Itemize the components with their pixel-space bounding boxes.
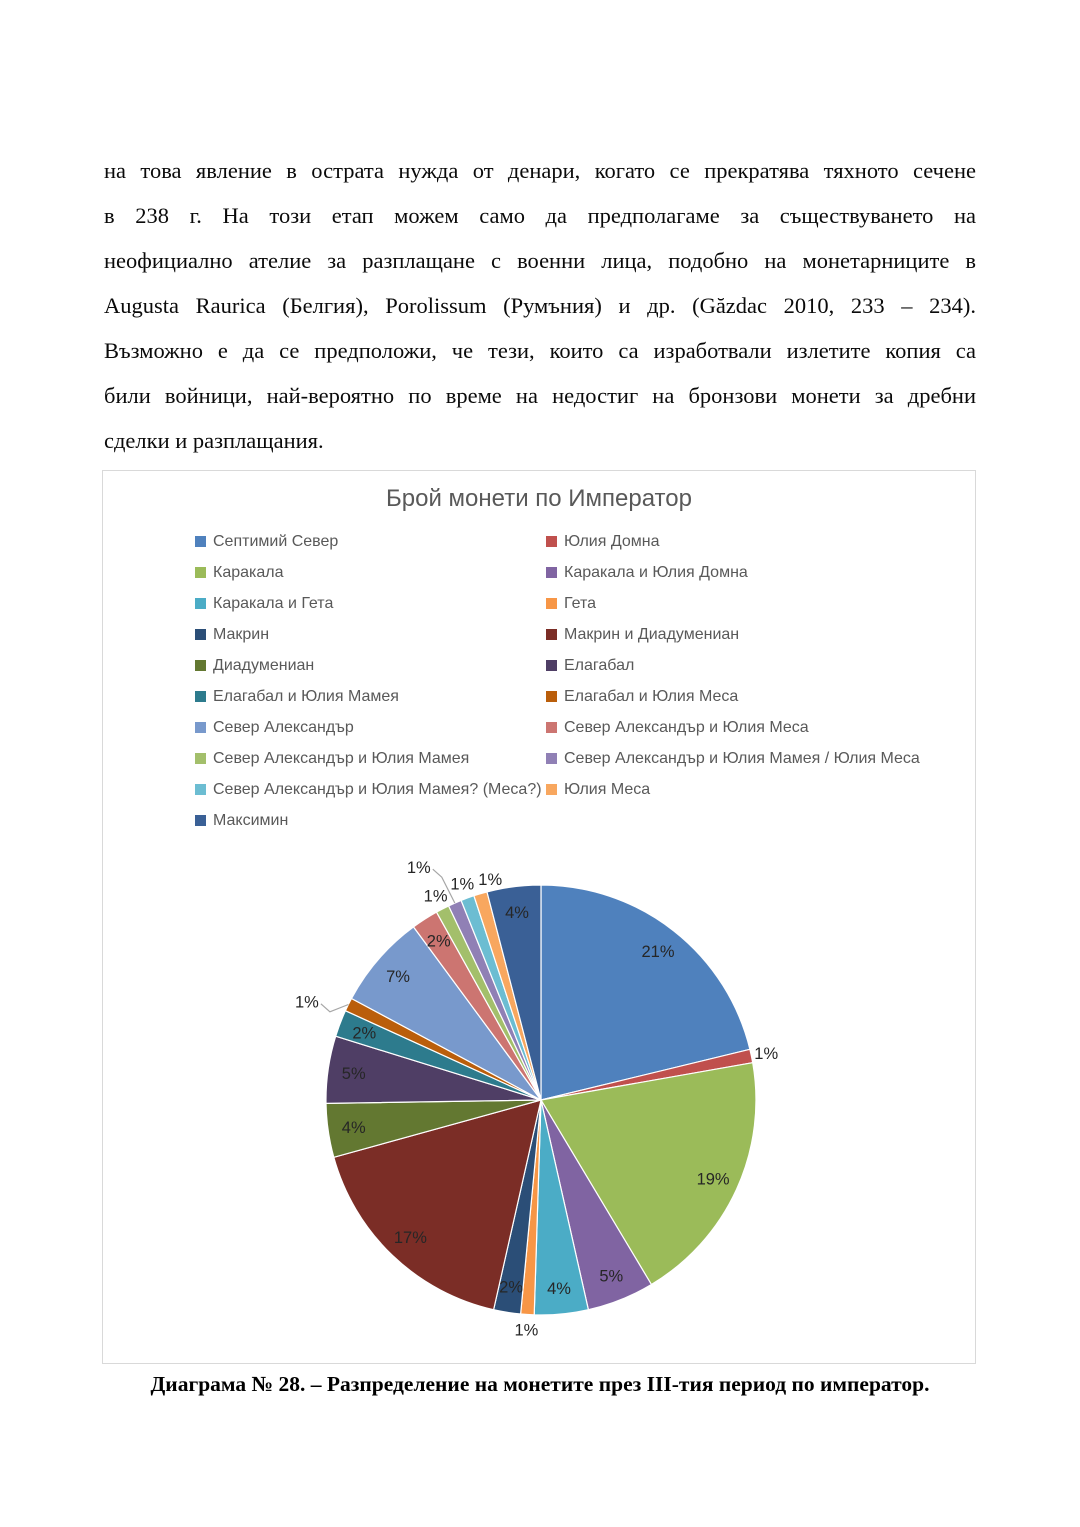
pie-label-3: 19% [696, 1170, 730, 1189]
legend-label: Диадумениан [213, 656, 315, 674]
legend-label: Макрин [213, 625, 270, 643]
legend-label: Север Александър [213, 718, 354, 736]
figure-panel [102, 470, 976, 1364]
pie-label-18: 1% [478, 871, 503, 890]
pie-label-2: 1% [754, 1044, 779, 1063]
pie-label-14: 2% [426, 932, 451, 951]
paragraph-line: неофициално ателие за разплащане с военни лица, подобно на монетарниците в [104, 248, 976, 273]
label-leader-line [321, 1004, 349, 1012]
legend-label: Север Александър и Юлия Меса [564, 718, 809, 736]
legend-label: Каракала и Юлия Домна [564, 563, 748, 581]
paragraph-line: били войници, най-вероятно по време на недостиг на бронзови монети за дребни [104, 383, 976, 408]
pie-label-9: 4% [341, 1118, 366, 1137]
legend-label: Каракала и Гета [213, 594, 334, 612]
legend-label: Гета [564, 594, 597, 612]
pie-label-1: 21% [641, 943, 675, 962]
legend-label: Север Александър и Юлия Мамея / Юлия Меса [564, 749, 920, 767]
pie-label-6: 1% [514, 1321, 539, 1340]
chart-title: Брой монети по Император [386, 485, 692, 512]
paragraph-line: в 238 г. На този етап можем само да предполагаме за съществуването на [104, 203, 976, 228]
paragraph-line: на това явление в острата нужда от денари, когато се прекратява тяхното сечене [104, 158, 976, 183]
body-paragraph [104, 148, 976, 463]
pie-label-15: 1% [423, 887, 448, 906]
legend-label: Септимий Север [213, 532, 339, 550]
pie-label-8: 17% [393, 1228, 427, 1247]
pie-label-7: 2% [499, 1278, 524, 1297]
legend-label: Елагабал и Юлия Мамея [213, 687, 399, 705]
paragraph-line: Augusta Raurica (Белгия), Porolissum (Румъния) и др. (Găzdac 2010, 233 – 234). [104, 293, 976, 318]
pie-label-13: 7% [386, 968, 410, 987]
legend-label: Север Александър и Юлия Мамея [213, 749, 470, 767]
pie-label-17: 1% [450, 875, 475, 894]
legend-label: Макрин и Диадумениан [564, 625, 740, 643]
legend-label: Юлия Меса [564, 780, 651, 798]
pie-label-10: 5% [341, 1065, 366, 1084]
pie-label-11: 2% [352, 1024, 377, 1043]
pie-label-19: 4% [505, 904, 529, 923]
legend-label: Елагабал [564, 656, 635, 674]
pie-label-16: 1% [406, 859, 431, 878]
pie-label-12: 1% [294, 993, 319, 1012]
legend-label: Елагабал и Юлия Меса [564, 687, 739, 705]
legend-label: Юлия Домна [564, 532, 660, 550]
pie-label-5: 4% [547, 1280, 571, 1299]
paragraph-line: сделки и разплащания. [104, 428, 324, 453]
pie-label-4: 5% [599, 1267, 624, 1286]
paragraph-line: Възможно е да се предположи, че тези, които са изработвали излетите копия са [104, 338, 976, 363]
figure-caption: Диаграма № 28. – Разпределение на монетите през III-тия период по император. [150, 1372, 930, 1396]
legend-label: Север Александър и Юлия Мамея? (Меса?) [213, 780, 542, 798]
legend-label: Максимин [213, 811, 289, 829]
legend-label: Каракала [213, 563, 284, 581]
pie-chart [103, 471, 975, 1363]
